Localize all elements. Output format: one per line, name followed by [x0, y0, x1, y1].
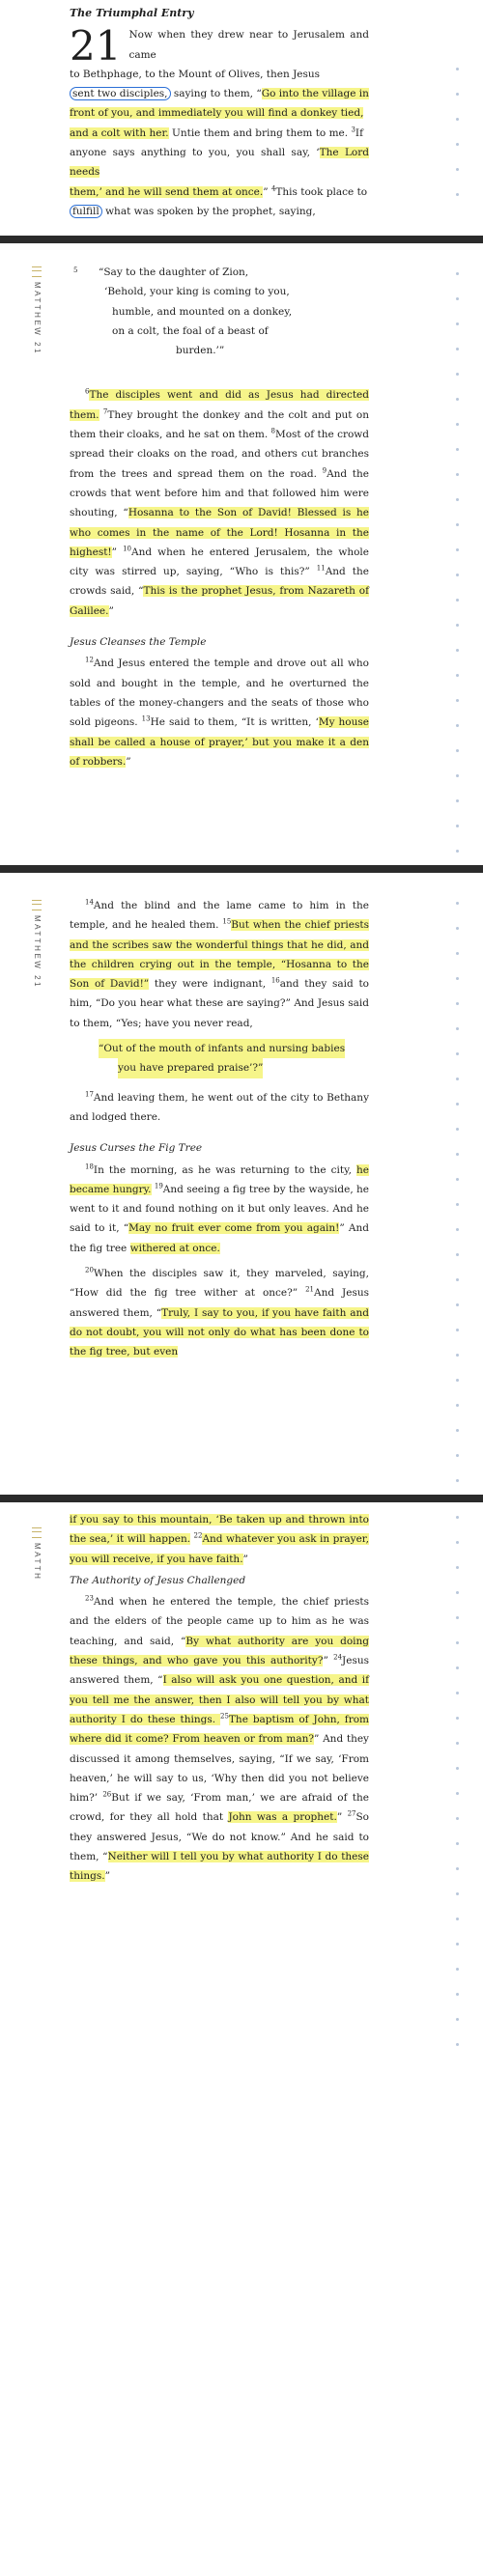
chapter-opening [70, 22, 369, 221]
bookmark-icon[interactable] [32, 1527, 42, 1538]
highlight: he became hungry. [70, 1163, 369, 1195]
highlight: My house shall be called a house of prayer,’ but you make it a den of robbers. [70, 716, 369, 768]
section-heading: Jesus Cleanses the Temple [70, 636, 207, 649]
text-run: Jesus answered them, “ [70, 1655, 369, 1687]
verse-number: 11 [316, 564, 326, 573]
verse-number: 19 [154, 1182, 163, 1190]
page-3 [0, 873, 483, 1495]
chapter-number: 21 [70, 22, 122, 70]
page-3-text [70, 896, 369, 1362]
verse-number: 27 [347, 1809, 356, 1818]
verse-number: 20 [85, 1266, 94, 1274]
margin-dots [456, 902, 460, 1495]
page-4-text [70, 1510, 369, 1887]
verse-number: 13 [141, 714, 151, 723]
text-run: they were indignant, [149, 978, 271, 991]
verse-number: 14 [85, 898, 94, 907]
text-run: and they said to him, “Do you hear what these are saying?” And Jesus said to them, “Yes; have you never read, [70, 978, 370, 1029]
paragraph [70, 1088, 369, 1128]
text-line: saying to them, “ [170, 88, 262, 100]
poem-line: you have prepared praise’?” [118, 1058, 263, 1078]
page-divider [0, 865, 483, 873]
verse-number: 8 [270, 427, 275, 435]
paragraph [70, 385, 369, 621]
text-run: And the blind and the lame came to him in the temple, and he healed them. [70, 900, 369, 932]
highlight: The Lord needs [70, 147, 369, 179]
text-run: ” [104, 1870, 110, 1883]
page-1-text [70, 0, 369, 221]
text-run: And the crowds said, “ [70, 566, 369, 598]
paragraph [70, 1510, 369, 1569]
text-run: So they answered Jesus, “We do not know.” And he said to them, “ [70, 1811, 369, 1863]
text-line: ” [263, 185, 271, 198]
paragraph [70, 1264, 369, 1361]
page-2 [0, 243, 483, 865]
text-line: This took place to [275, 185, 368, 198]
paragraph [70, 1161, 369, 1258]
text-run: And when he entered Jerusalem, the whole city was stirred up, saying, “Who is this?” [70, 546, 369, 578]
text-line: to Bethphage, to the Mount of Olives, then Jesus [70, 68, 321, 80]
highlight: Neither will I tell you by what authority I do these things. [70, 1851, 369, 1883]
page-1 [0, 0, 483, 236]
highlight: By what authority are you doing these things, and who gave you this authority? [70, 1635, 369, 1667]
poem-quote [70, 1039, 369, 1078]
text-line: anyone says anything to you, you shall say, ‘ [70, 147, 320, 159]
sidebar-chapter-label: MATTHEW 21 [33, 915, 42, 989]
highlight: Go into the village in [261, 88, 369, 100]
highlight: if you say to this mountain, ‘Be taken up and thrown into the sea,’ it will happen. [70, 1514, 369, 1546]
text-run: ” And they discussed it among themselves, saying, “If we say, ‘From heaven,’ he will say to us, ‘Why then did you not believe him?’ [70, 1733, 369, 1805]
text-run: When the disciples saw it, they marveled, saying, “How did the fig tree wither at once?” [70, 1268, 369, 1300]
margin-dots [456, 68, 460, 218]
paragraph [70, 1592, 369, 1886]
verse-number: 12 [85, 656, 94, 664]
text-line: If [355, 126, 363, 139]
text-run: ” [336, 1811, 348, 1824]
verse-number: 26 [102, 1790, 112, 1799]
text-line: Untie them and bring them to me. [168, 126, 352, 139]
verse-number: 4 [270, 184, 276, 193]
bookmark-icon[interactable] [32, 266, 42, 277]
poem-line: “Out of the mouth of infants and nursing babies [99, 1039, 345, 1058]
text-run: And Jesus answered them, “ [70, 1287, 370, 1319]
section-heading: The Authority of Jesus Challenged [70, 1574, 246, 1586]
paragraph [70, 896, 369, 1033]
verse-number: 21 [305, 1285, 315, 1294]
highlight: withered at once. [129, 1242, 220, 1254]
verse-number: 9 [322, 466, 327, 475]
verse-number: 16 [270, 976, 280, 985]
verse-number: 3 [351, 126, 355, 134]
margin-dots [456, 1516, 460, 2068]
poem-line: humble, and mounted on a donkey, [112, 305, 293, 318]
verse-number: 25 [220, 1712, 229, 1721]
text-run: ” [242, 1553, 248, 1565]
highlight: This is the prophet Jesus, from Nazareth of Galilee. [70, 585, 369, 617]
verse-number: 6 [85, 387, 90, 396]
margin-dots [456, 272, 460, 865]
text-line: what was spoken by the prophet, saying, [101, 205, 316, 217]
sidebar-chapter-label: MATTHEW 21 [33, 282, 42, 355]
section-heading: Jesus Curses the Fig Tree [70, 1142, 203, 1155]
text-run: They brought the donkey and the colt and put on them their cloaks, and he sat on them. [70, 408, 369, 441]
page-divider [0, 1495, 483, 1502]
section-title: The Triumphal Entry [70, 7, 194, 19]
poem-line: burden.’” [176, 345, 225, 357]
paragraph [70, 654, 369, 771]
text-run: He said to them, “It is written, ‘ [150, 716, 319, 729]
text-run: ” And the fig tree [70, 1222, 369, 1254]
highlight: Truly, I say to you, if you have faith and do not doubt, you will not only do what has been done to the fig tree, but even [70, 1306, 369, 1358]
verse-number: 24 [333, 1653, 343, 1662]
poem-line: “Say to the daughter of Zion, [99, 266, 249, 278]
bookmark-icon[interactable] [32, 900, 42, 910]
text-run: ” [323, 1655, 334, 1667]
highlight: I also will ask you one question, and if you tell me the answer, then I also will tell you by what authority I do these things. [70, 1674, 369, 1725]
verse-number: 17 [85, 1090, 94, 1099]
text-run: ” [111, 546, 124, 558]
text-run: In the morning, as he was returning to the city, [93, 1163, 357, 1176]
text-run: ” [126, 755, 131, 768]
text-run: And when he entered the temple, the chief priests and the elders of the people came up to him as he was teaching, and said, “ [70, 1596, 369, 1647]
highlight: and a colt with her. [70, 126, 169, 139]
text-run: And the crowds that went before him and that followed him were shouting, “ [70, 467, 369, 519]
verse-number: 10 [123, 545, 131, 553]
poem-line: ‘Behold, your king is coming to you, [104, 286, 290, 298]
page-2-text: 5 “Say to the daughter of Zion, ‘Behold, your king is coming to you, humble, and mounted on a donkey, on a colt, the foal of a beast of burden.’” $^6$The disciples went and did as Jesus had directed them. $^7$They brought the donkey and the colt and put on them their cloaks, and he sat on them. $^8$Most of the crowd spread their cloaks on the road, and others cut branches from the trees and spread them on the road. $^9$And the crowds that went before him and that followed him were shouting, “Hosanna to the Son of David! Blessed is he who comes in the name of the Lord! Hosanna in the highest!” $^{10}$And when he entered Jerusalem, the whole city was stirred up, saying, “Who is this?” $^{11}$And the crowds said, “This is the prophet Jesus, from Nazareth of Galilee.” Jesus Cleanses the Temple $^{12}$And Jesus entered the temple and drove out all who sold and bought in the temple, and he overturned the tables of the money-changers and the seats of those who sold pigeons. $^{13}$He said to them, “It is written, ‘My house shall be called a house of prayer,’ but you make it a den of robbers.” [70, 263, 369, 771]
text-run: And leaving them, he went out of the city to Bethany and lodged there. [70, 1091, 369, 1123]
ink-circle: fulfill [70, 205, 102, 218]
text-run: ” [108, 604, 114, 617]
highlight: John was a prophet. [228, 1811, 337, 1824]
sidebar-chapter-label: MATTH [33, 1543, 42, 1582]
highlight: And whatever you ask in prayer, you will receive, if you have faith. [70, 1533, 369, 1565]
verse-number: 7 [102, 407, 108, 416]
highlight: front of you, and immediately you will find a donkey tied, [70, 107, 364, 120]
highlight: May no fruit ever come from you again! [128, 1222, 340, 1235]
text-run: But if we say, ‘From man,’ we are afraid of the crowd, for they all hold that [70, 1792, 369, 1824]
text-run: Most of the crowd spread their cloaks on the road, and others cut branches from the trees and spread them on the road. [70, 429, 369, 480]
ink-circle: sent two disciples, [70, 87, 171, 100]
page-4 [0, 1502, 483, 2576]
highlight: them,’ and he will send them at once. [70, 185, 264, 198]
text-line: Now when they drew near to Jerusalem and came [128, 29, 369, 61]
highlight: Hosanna to the Son of David! Blessed is he who comes in the name of the Lord! Hosanna in the highest! [70, 507, 370, 558]
verse-number: 18 [85, 1162, 94, 1171]
verse-number: 22 [193, 1531, 203, 1540]
text-run: And seeing a fig tree by the wayside, he went to it and found nothing on it but only leaves. And he said to it, “ [70, 1183, 369, 1235]
poem-quote [70, 263, 369, 360]
poem-line: on a colt, the foal of a beast of [112, 324, 269, 337]
verse-number: 15 [222, 917, 232, 926]
verse-number: 23 [85, 1594, 94, 1603]
highlight: The baptism of John, from where did it come? From heaven or from man? [70, 1713, 369, 1746]
highlight: But when the chief priests and the scribes saw the wonderful things that he did, and the children crying out in the temple, “Hosanna to the Son of David!” [70, 919, 369, 991]
highlight: The disciples went and did as Jesus had directed them. [70, 389, 369, 421]
page-divider [0, 236, 483, 243]
text-run: And Jesus entered the temple and drove out all who sold and bought in the temple, and he overturned the tables of the money-changers and the seats of those who sold pigeons. [70, 658, 369, 729]
